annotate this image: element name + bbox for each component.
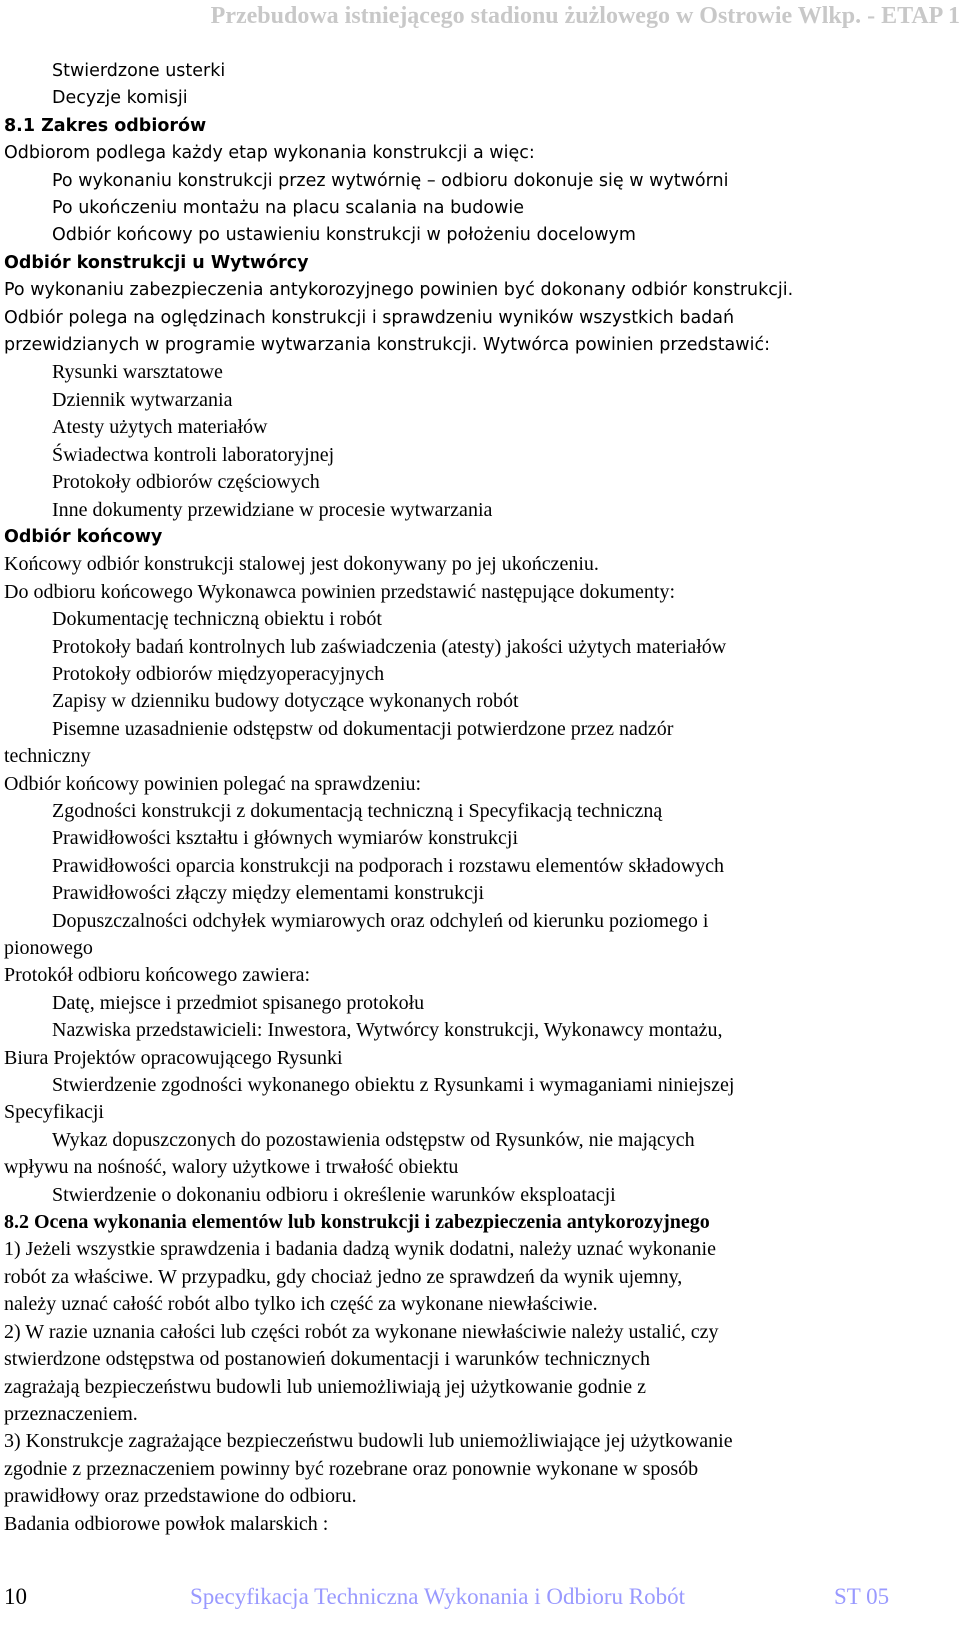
text-line: wpływu na nośność, walory użytkowe i trwałość obiektu	[4, 1156, 459, 1179]
text-line: Protokół odbioru końcowego zawiera:	[4, 964, 311, 987]
text-line: Prawidłowości kształtu i głównych wymiarów konstrukcji	[52, 827, 519, 850]
text-line: Pisemne uzasadnienie odstępstw od dokumentacji potwierdzone przez nadzór	[52, 717, 674, 740]
text-line: Po ukończeniu montażu na placu scalania na budowie	[52, 198, 525, 219]
text-line: Wykaz dopuszczonych do pozostawienia odstępstw od Rysunków, nie mających	[52, 1128, 695, 1151]
text-line: przeznaczeniem.	[4, 1402, 138, 1425]
text-line: zagrażają bezpieczeństwu budowli lub uniemożliwiają jej użytkowanie godnie z	[4, 1375, 646, 1398]
text-line: Protokoły odbiorów częściowych	[52, 471, 320, 494]
text-line: Protokoły odbiorów międzyoperacyjnych	[52, 662, 385, 685]
text-line: Inne dokumenty przewidziane w procesie wytwarzania	[52, 498, 493, 521]
text-line: Stwierdzenie o dokonaniu odbioru i określenie warunków eksploatacji	[52, 1183, 616, 1206]
text-line: Protokoły badań kontrolnych lub zaświadczenia (atesty) jakości użytych materiałów	[52, 635, 727, 658]
text-line: Po wykonaniu konstrukcji przez wytwórnię – odbioru dokonuje się w wytwórni	[52, 170, 729, 191]
text-line: Po wykonaniu zabezpieczenia antykorozyjnego powinien być dokonany odbiór konstrukcji.	[4, 280, 794, 301]
text-line: Stwierdzenie zgodności wykonanego obiektu z Rysunkami i wymaganiami niniejszej	[52, 1074, 735, 1097]
running-header: Przebudowa istniejącego stadionu żużlowego w Ostrowie Wlkp. - ETAP 1	[210, 3, 960, 29]
text-line: 1) Jeżeli wszystkie sprawdzenia i badania dadzą wynik dodatni, należy uznać wykonanie	[4, 1238, 716, 1261]
text-line: Odbiór końcowy powinien polegać na sprawdzeniu:	[4, 772, 422, 795]
text-line: Odbiór polega na oględzinach konstrukcji i sprawdzeniu wyników wszystkich badań	[4, 307, 735, 328]
footer-spec-code: ST 05	[834, 1584, 890, 1609]
text-line: Odbiór konstrukcji u Wytwórcy	[4, 252, 309, 273]
page-number: 10	[4, 1584, 27, 1609]
text-line: Specyfikacji	[4, 1101, 104, 1124]
text-line: Świadectwa kontroli laboratoryjnej	[52, 443, 335, 466]
text-line: Badania odbiorowe powłok malarskich :	[4, 1512, 329, 1535]
text-line: Zgodności konstrukcji z dokumentacją techniczną i Specyfikacją techniczną	[52, 799, 663, 822]
text-line: Prawidłowości oparcia konstrukcji na podporach i rozstawu elementów składowych	[52, 854, 725, 877]
text-line: Biura Projektów opracowującego Rysunki	[4, 1046, 343, 1069]
text-line: Datę, miejsce i przedmiot spisanego protokołu	[52, 991, 425, 1014]
text-line: 8.2 Ocena wykonania elementów lub konstrukcji i zabezpieczenia antykorozyjnego	[4, 1211, 710, 1234]
text-line: Stwierdzone usterki	[52, 61, 226, 81]
text-line: Atesty użytych materiałów	[52, 416, 268, 439]
document-body	[4, 58, 954, 1538]
text-line: Decyzje komisji	[52, 88, 188, 109]
text-line: Nazwiska przedstawicieli: Inwestora, Wytwórcy konstrukcji, Wykonawcy montażu,	[52, 1019, 723, 1042]
text-line: Zapisy w dzienniku budowy dotyczące wykonanych robót	[52, 690, 519, 713]
text-line: Końcowy odbiór konstrukcji stalowej jest dokonywany po jej ukończeniu.	[4, 553, 599, 576]
text-line: Odbiorom podlega każdy etap wykonania konstrukcji a więc:	[4, 143, 535, 164]
text-line: robót za właściwe. W przypadku, gdy chociaż jedno ze sprawdzeń da wynik ujemny,	[4, 1265, 683, 1288]
text-line: 3) Konstrukcje zagrażające bezpieczeństwu budowli lub uniemożliwiające jej użytkowanie	[4, 1430, 733, 1453]
text-line: Rysunki warsztatowe	[52, 361, 223, 384]
text-line: pionowego	[4, 937, 93, 959]
text-line: prawidłowy oraz przedstawione do odbioru.	[4, 1485, 357, 1508]
text-line: zgodnie z przeznaczeniem powinny być rozebrane oraz ponownie wykonane w sposób	[4, 1457, 699, 1480]
text-line: Dokumentację techniczną obiektu i robót	[52, 608, 382, 631]
text-line: 8.1 Zakres odbiorów	[4, 115, 207, 136]
text-line: techniczny	[4, 745, 91, 768]
text-line: Dziennik wytwarzania	[52, 388, 233, 411]
text-line: Prawidłowości złączy między elementami konstrukcji	[52, 882, 485, 905]
text-line: Do odbioru końcowego Wykonawca powinien przedstawić następujące dokumenty:	[4, 580, 676, 603]
text-line: stwierdzone odstępstwa od postanowień dokumentacji i warunków technicznych	[4, 1348, 650, 1371]
text-line: przewidzianych w programie wytwarzania konstrukcji. Wytwórca powinien przedstawić:	[4, 335, 770, 356]
text-line: należy uznać całość robót albo tylko ich część za wykonane niewłaściwie.	[4, 1293, 598, 1316]
text-line: Odbiór końcowy	[4, 526, 163, 547]
text-line: 2) W razie uznania całości lub części robót za wykonane niewłaściwie należy ustalić, czy	[4, 1320, 719, 1343]
text-line: Dopuszczalności odchyłek wymiarowych oraz odchyleń od kierunku poziomego i	[52, 909, 709, 932]
text-line: Odbiór końcowy po ustawieniu konstrukcji w położeniu docelowym	[52, 225, 636, 246]
footer-title: Specyfikacja Techniczna Wykonania i Odbioru Robót	[190, 1584, 685, 1609]
